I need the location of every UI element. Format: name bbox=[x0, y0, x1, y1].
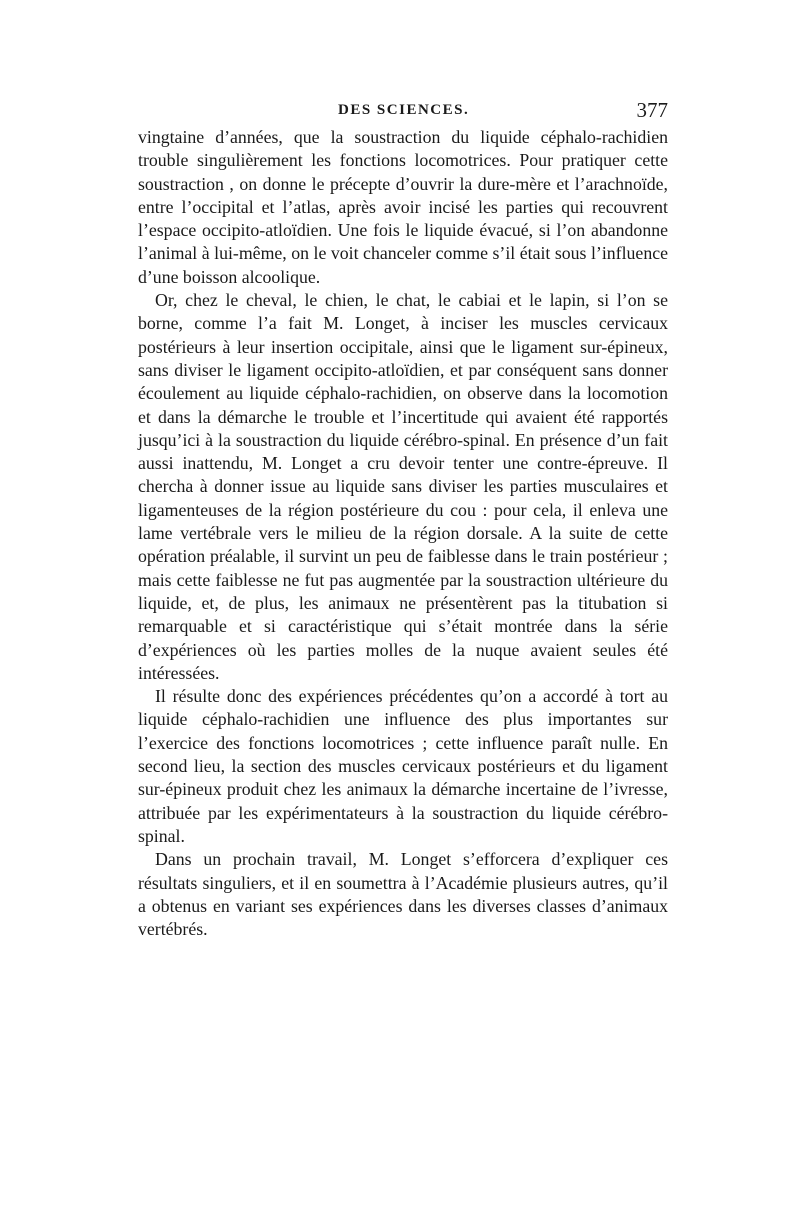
paragraph-2: Or, chez le cheval, le chien, le chat, le cabiai et le lapin, si l’on se borne, comme l’a fait M. Longet, à inciser les muscles cervicaux postérieurs à leur insertion occipitale, ainsi que le ligament sur-épineux, sans diviser le ligament occipito-atloïdien, et par conséquent sans donner écoulement au liquide céphalo-rachidien, on observe dans la locomotion et dans la démarche le trouble et l’incertitude qui avaient été rapportés jusqu’ici à la soustraction du liquide cérébro-spinal. En présence d’un fait aussi inattendu, M. Longet a cru devoir tenter une contre-épreuve. Il chercha à donner issue au liquide sans diviser les parties musculaires et ligamenteuses de la région postérieure du cou : pour cela, il enleva une lame vertébrale vers le milieu de la région dorsale. A la suite de cette opération préalable, il survint un peu de faiblesse dans le train postérieur ; mais cette faiblesse ne fut pas augmentée par la soustraction ultérieure du liquide, et, de plus, les animaux ne présentèrent pas la titubation si remarquable et si caractéristique qui s’était montrée dans la série d’expériences où les parties molles de la nuque avaient seules été intéressées. bbox=[138, 290, 668, 683]
running-head: DES SCIENCES. bbox=[338, 102, 470, 118]
paragraph-1: vingtaine d’années, que la soustraction du liquide céphalo-rachidien trouble singulièrement les fonctions locomotrices. Pour pratiquer cette soustraction , on donne le précepte d’ouvrir la dure-mère et l’arachnoïde, entre l’occipital et l’atlas, après avoir incisé les parties qui recouvrent l’espace occipito-atloïdien. Une fois le liquide évacué, si l’on abandonne l’animal à lui-même, on le voit chanceler comme s’il était sous l’influence d’une boisson alcoolique. bbox=[138, 127, 668, 287]
paragraph-4: Dans un prochain travail, M. Longet s’efforcera d’expliquer ces résultats singuliers, et il en soumettra à l’Académie plusieurs autres, qu’il a obtenus en variant ses expériences dans les diverses classes d’animaux vertébrés. bbox=[138, 849, 668, 940]
page-header bbox=[138, 100, 668, 126]
paragraph-3: Il résulte donc des expériences précédentes qu’on a accordé à tort au liquide céphalo-rachidien une influence des plus importantes sur l’exercice des fonctions locomotrices ; cette influence paraît nulle. En second lieu, la section des muscles cervicaux postérieurs et du ligament sur-épineux produit chez les animaux la démarche incertaine de l’ivresse, attribuée par les expérimentateurs à la soustraction du liquide cérébro-spinal. bbox=[138, 686, 668, 846]
book-page bbox=[138, 100, 668, 941]
body-text bbox=[138, 126, 668, 941]
page-number: 377 bbox=[636, 98, 668, 122]
